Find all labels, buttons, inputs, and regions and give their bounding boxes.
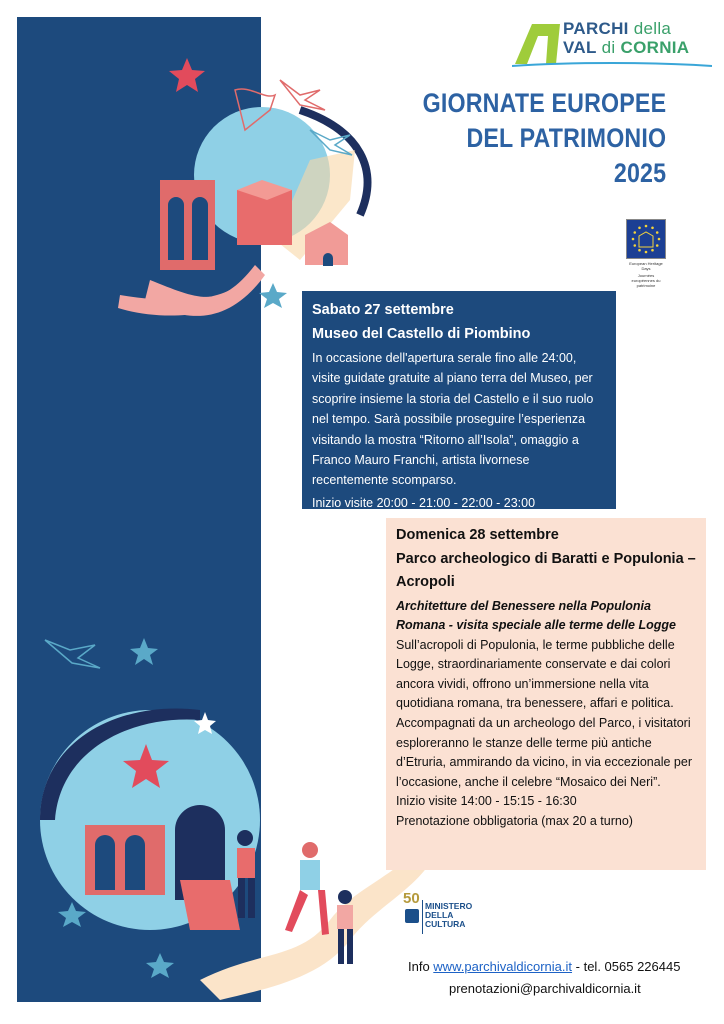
title-line-2: DEL PATRIMONIO (466, 123, 666, 153)
footer-info (408, 959, 680, 974)
event1-date: Sabato 27 settembre (312, 302, 454, 318)
website-link[interactable]: www.parchivaldicornia.it (433, 959, 573, 974)
ministry-line-2: DELLA (425, 910, 454, 920)
ministry-logo (403, 890, 483, 936)
event2-place: Parco archeologico di Baratti e Populonia – Acropoli (396, 550, 696, 590)
footer-email[interactable]: prenotazioni@parchivaldicornia.it (449, 981, 641, 996)
event-saturday-box (302, 291, 616, 509)
ministry-anniversary: 50 (403, 890, 420, 907)
page-title (422, 86, 666, 191)
logo-cornia: CORNIA (620, 38, 690, 57)
ministry-name (425, 902, 472, 929)
title-line-3: 2025 (613, 158, 666, 188)
logo-val: VAL (563, 38, 597, 57)
ministry-line-3: CULTURA (425, 919, 466, 929)
title-line-1: GIORNATE EUROPEE (422, 88, 666, 118)
ehd-caption-2: Journées européennes du patrimoine (631, 273, 661, 288)
ehd-caption-1: European Heritage Days (629, 261, 663, 271)
upper-illustration (118, 58, 368, 316)
logo-della: della (628, 19, 672, 38)
logo (563, 19, 689, 57)
event2-booking: Prenotazione obbligatoria (max 20 a turno) (396, 814, 633, 829)
european-heritage-days-badge (626, 219, 666, 288)
footer-phone: - tel. 0565 226445 (572, 959, 681, 974)
event1-description: In occasione dell'apertura serale fino alle 24:00, visite guidate gratuite al piano terra del Museo, per scoprire insieme la storia del Castello e il suo ruolo nel tempo. Sarà possibile proseguire l’esperienza visitando la mostra “Ritorno all’Isola”, omaggio a Franco Mauro Franchi, artista livornese recentemente scomparso. (312, 351, 594, 488)
event1-times: Inizio visite 20:00 - 21:00 - 22:00 - 23:00 (312, 495, 536, 510)
mic-mark-icon (405, 909, 419, 923)
footer-info-label: Info (408, 959, 434, 974)
logo-parchi: PARCHI (563, 19, 629, 38)
event2-times: Inizio visite 14:00 - 15:15 - 16:30 (396, 794, 577, 809)
ministry-line-1: MINISTERO (425, 901, 473, 911)
lower-illustration (40, 638, 440, 1000)
event-sunday-box (386, 518, 706, 870)
event2-date: Domenica 28 settembre (396, 527, 559, 543)
logo-di: di (596, 38, 621, 57)
event2-description: Sull’acropoli di Populonia, le terme pubbliche delle Logge, straordinariamente conservate e dai colori ancora vividi, offrono un’immersione nella vita quotidiana romana, tra benessere, affari e politica. Accompagnati da un archeologo del Parco, i visitatori esploreranno le stanze delle terme più antiche d’Etruria, ammirando da vicino, in via eccezionale per l’occasione, anche il celebre “Mosaico dei Neri”. (396, 637, 692, 789)
eu-flag-icon (626, 219, 666, 259)
event2-subtitle: Architetture del Benessere nella Populonia Romana - visita speciale alle terme delle Logge (396, 598, 676, 633)
event1-place: Museo del Castello di Piombino (312, 326, 531, 342)
ministry-divider (422, 900, 423, 934)
